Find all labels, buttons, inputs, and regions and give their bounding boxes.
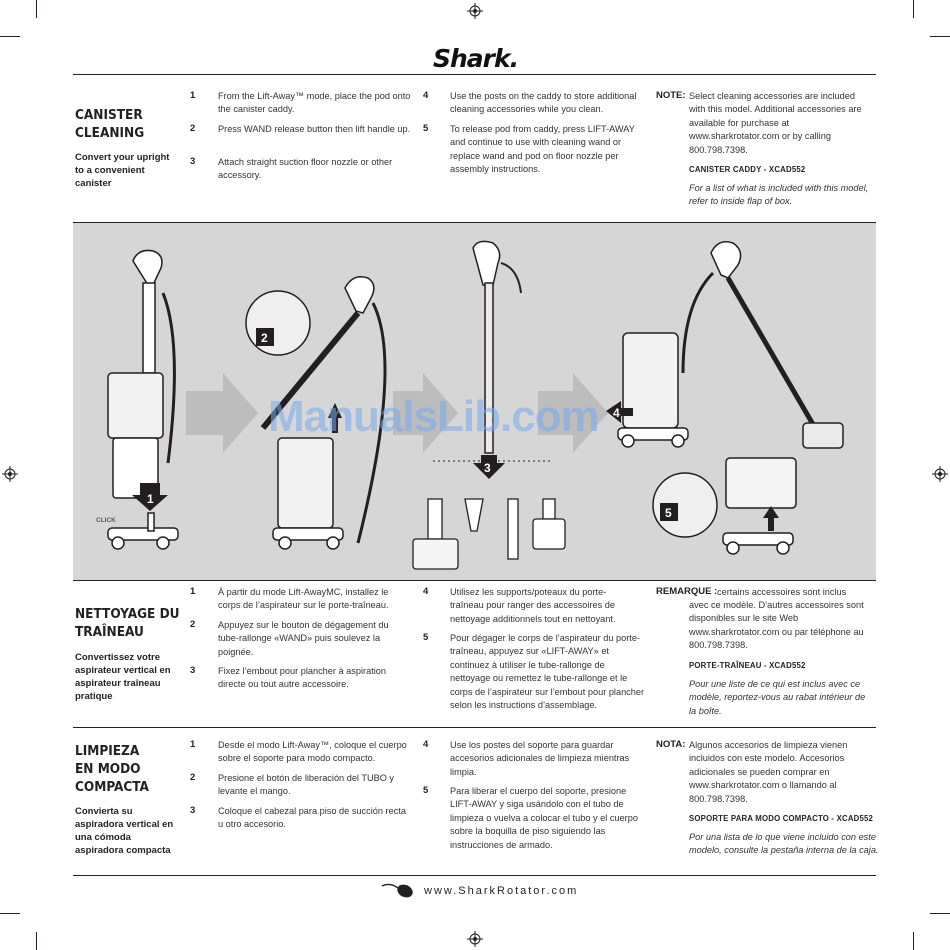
note-label: REMARQUE : <box>656 586 718 597</box>
step-number: 4 <box>423 90 429 101</box>
step-text: To release pod from caddy, press LIFT-AWAY and continue to use with cleaning wand or replace wand and pod on floor nozzle per assembly instructions. <box>450 124 635 175</box>
step-text: Use the posts on the caddy to store additional cleaning accessories while you clean. <box>450 91 637 115</box>
step-number: 5 <box>423 123 429 134</box>
step-number: 1 <box>190 739 196 750</box>
step-text: Press WAND release button then lift handle up. <box>218 124 411 134</box>
crop-mark <box>0 36 20 37</box>
callout-3: 3 <box>484 461 491 475</box>
step-text: Fixez l’embout pour plancher à aspiration directe ou tout autre accessoire. <box>218 666 387 690</box>
step-text: Pour dégager le corps de l’aspirateur du porte-traîneau, appuyez sur «LIFT-AWAY» et continuez à utiliser le tube-rallonge de nettoyage ou remettez le tube-rallonge et le corps de l’aspirateur sur l’embout pour plancher selon les instructions d’assemblage. <box>450 633 645 711</box>
divider <box>73 727 876 728</box>
note-text: Select cleaning accessories are included with this model. Additional accessories are available for purchase at www.sharkrotator.com or by calling 800.798.7398. <box>689 91 862 155</box>
section-subtitle-es: Convierta su aspiradora vertical en una cómoda aspiradora compacta <box>75 806 174 856</box>
caddy-model: CANISTER CADDY - XCAD552 <box>689 165 806 174</box>
title-line: NETTOYAGE DU <box>75 606 180 622</box>
step-number: 2 <box>190 123 196 134</box>
section-subtitle-en: Convert your upright to a convenient canister <box>75 152 170 189</box>
step-number: 3 <box>190 805 196 816</box>
registration-mark-top <box>467 3 483 19</box>
crop-mark <box>913 0 914 18</box>
crop-mark <box>0 913 20 914</box>
step-number: 1 <box>190 90 196 101</box>
arrow-up-icon <box>763 506 779 531</box>
step-number: 5 <box>423 785 429 796</box>
note-text: Algunos accesorios de limpieza vienen incluidos con este modelo. Accesorios adicionales se pueden comprar en www.sharkrotator.com o llamando al 800.798.7398. <box>689 740 848 804</box>
section-subtitle-fr: Convertissez votre aspirateur vertical en aspirateur traîneau pratique <box>75 652 171 702</box>
section-title-fr <box>75 605 180 641</box>
step-number: 2 <box>190 619 196 630</box>
callout-2: 2 <box>261 331 268 345</box>
step-text: Use los postes del soporte para guardar accesorios adicionales de limpieza mientras limpia. <box>450 740 630 777</box>
title-line: LIMPIEZA <box>75 743 140 759</box>
step-text: Para liberar el cuerpo del soporte, presione LIFT-AWAY y siga usándolo con el tubo de limpieza o vuelva a colocar el tubo y el cuerpo sobre la boquilla de piso siguiendo las instrucciones de armado. <box>450 786 638 850</box>
step-text: Utilisez les supports/poteaux du porte-traîneau pour ranger des accessoires de nettoyage additionnels tout en nettoyant. <box>450 587 616 624</box>
step-number: 4 <box>423 586 429 597</box>
section-title-en <box>75 106 144 142</box>
note-text-first: certains accessoires sont inclus <box>717 587 847 597</box>
crop-mark <box>930 36 950 37</box>
note-label: NOTE: <box>656 90 686 101</box>
step-number: 3 <box>190 665 196 676</box>
step-number: 1 <box>190 586 196 597</box>
step-number: 4 <box>423 739 429 750</box>
step-number: 5 <box>423 632 429 643</box>
callout-5: 5 <box>665 506 672 520</box>
title-line: TRAÎNEAU <box>75 624 144 640</box>
crop-mark <box>930 913 950 914</box>
vacuum-figure-4 <box>618 242 843 448</box>
registration-mark-left <box>2 466 18 482</box>
caddy-note: Pour une liste de ce qui est inclus avec ce modèle, reportez-vous au rabat intérieur de la boîte. <box>689 679 866 716</box>
step-number: 2 <box>190 772 196 783</box>
caddy-note: For a list of what is included with this model, refer to inside flap of box. <box>689 183 869 207</box>
section-title-es <box>75 742 149 796</box>
crop-mark <box>36 0 37 18</box>
title-line: EN MODO <box>75 761 141 777</box>
crop-mark <box>913 932 914 950</box>
click-label: CLICK <box>96 517 116 524</box>
step-text: Coloque el cabezal para piso de succión recta u otro accesorio. <box>218 806 406 830</box>
crop-mark <box>36 932 37 950</box>
registration-mark-bottom <box>467 931 483 947</box>
note-text: avec ce modèle. D’autres accessoires sont disponibles sur le site Web www.sharkrotator.com ou par téléphone au 800.798.7398. <box>689 600 864 651</box>
caddy-note: Por una lista de lo que viene incluido con este modelo, consulte la pestaña interna de la caja. <box>689 832 879 856</box>
registration-mark-right <box>932 466 948 482</box>
step-number: 3 <box>190 156 196 167</box>
watermark: ManualsLib.com <box>268 392 599 441</box>
step-text: Desde el modo Lift-Away™, coloque el cuerpo sobre el soporte para modo compacto. <box>218 740 407 764</box>
title-line: COMPACTA <box>75 779 149 795</box>
caddy-model: PORTE-TRAÎNEAU - XCAD552 <box>689 661 806 670</box>
note-label: NOTA: <box>656 739 686 750</box>
title-line: CLEANING <box>75 125 145 141</box>
divider <box>73 875 876 876</box>
step-text: Attach straight suction floor nozzle or other accessory. <box>218 157 393 181</box>
callout-4: 4 <box>613 406 620 420</box>
step-text: From the Lift-Away™ mode, place the pod onto the canister caddy. <box>218 91 411 115</box>
brand-logo: Shark. <box>433 44 519 73</box>
step-text: Presione el botón de liberación del TUBO y levante el mango. <box>218 773 395 797</box>
caddy-model: SOPORTE PARA MODO COMPACTO - XCAD552 <box>689 814 874 823</box>
divider <box>73 74 876 75</box>
footer-url[interactable]: www.SharkRotator.com <box>424 885 579 897</box>
step-text: Appuyez sur le bouton de dégagement du tube-rallonge «WAND» puis soulevez la poignée. <box>218 620 389 657</box>
step-text: À partir du mode Lift-AwayMC, installez le corps de l’aspirateur sur le porte-traîneau. <box>218 587 389 611</box>
accessory-set <box>413 499 565 569</box>
divider <box>73 580 876 581</box>
title-line: CANISTER <box>75 107 143 123</box>
mouse-icon <box>380 880 416 900</box>
callout-1: 1 <box>147 492 154 506</box>
